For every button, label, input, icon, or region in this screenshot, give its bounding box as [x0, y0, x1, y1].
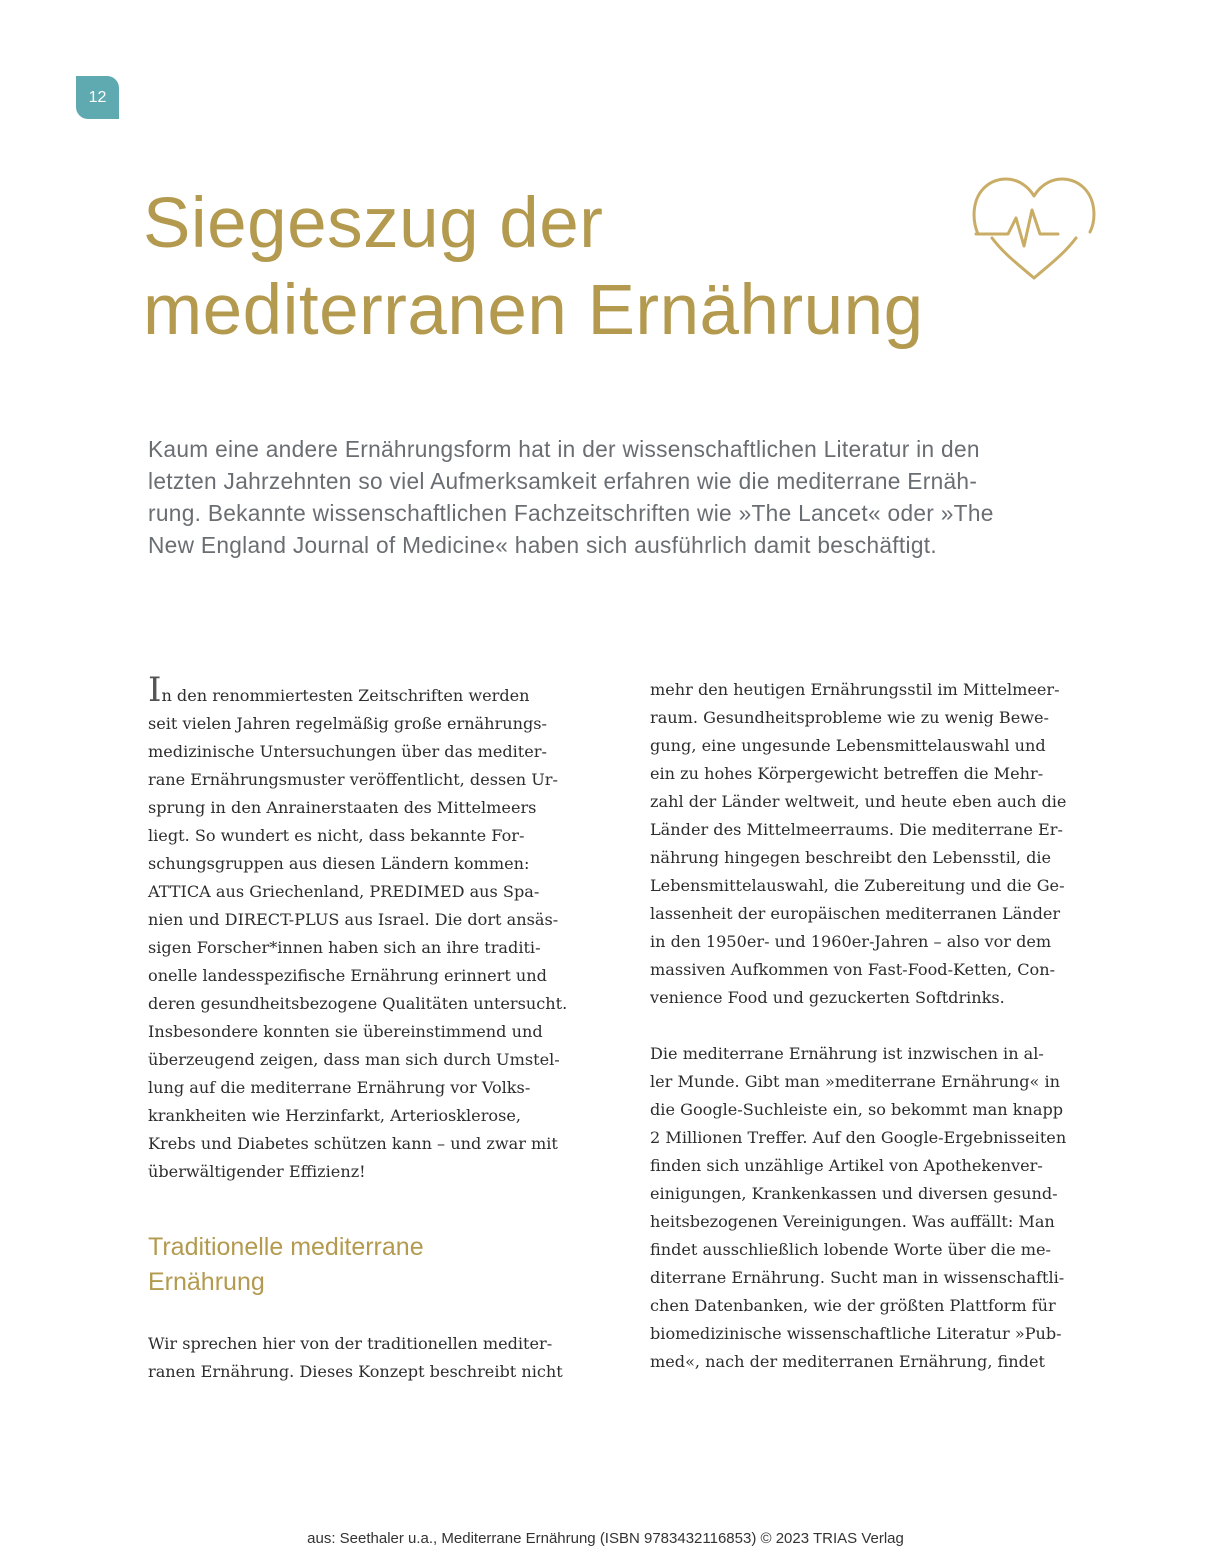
text-line: einigungen, Krankenkassen und diversen gesund-: [650, 1184, 1058, 1203]
text-line: in den 1950er- und 1960er-Jahren – also vor dem: [650, 932, 1052, 951]
text-line: Krebs und Diabetes schützen kann – und zwar mit: [148, 1134, 558, 1153]
text-line: lassenheit der europäischen mediterranen Länder: [650, 904, 1061, 923]
text-line: zahl der Länder weltweit, und heute eben auch die: [650, 792, 1067, 811]
text-line: ler Munde. Gibt man »mediterrane Ernährung« in: [650, 1072, 1060, 1091]
text-line: Wir sprechen hier von der traditionellen mediter-: [148, 1334, 553, 1353]
text-line: medizinische Untersuchungen über das mediter-: [148, 742, 547, 761]
subheading-line: Traditionelle mediterrane: [148, 1233, 424, 1261]
text-line: nien und DIRECT-PLUS aus Israel. Die dort ansäs-: [148, 910, 559, 929]
text-line: med«, nach der mediterranen Ernährung, findet: [650, 1352, 1045, 1371]
copyright-footer: aus: Seethaler u.a., Mediterrane Ernährung (ISBN 9783432116853) © 2023 TRIAS Verlag: [307, 1530, 904, 1547]
text-line: n den renommiertesten Zeitschriften werden: [161, 686, 530, 705]
text-line: 2 Millionen Treffer. Auf den Google-Ergebnisseiten: [650, 1128, 1067, 1147]
text-line: sigen Forscher*innen haben sich an ihre traditi-: [148, 938, 541, 957]
text-line: Länder des Mittelmeerraums. Die mediterrane Er-: [650, 820, 1063, 839]
subheading-line: Ernährung: [148, 1268, 265, 1296]
text-line: diterrane Ernährung. Sucht man in wissenschaftli-: [650, 1268, 1065, 1287]
text-line: nährung hingegen beschreibt den Lebensstil, die: [650, 848, 1052, 867]
text-line: massiven Aufkommen von Fast-Food-Ketten, Con-: [650, 960, 1056, 979]
text-line: mehr den heutigen Ernährungsstil im Mittelmeer-: [650, 680, 1060, 699]
text-line: raum. Gesundheitsprobleme wie zu wenig Bewe-: [650, 708, 1049, 727]
lead-line: Kaum eine andere Ernährungsform hat in der wissenschaftlichen Literatur in den: [148, 436, 980, 462]
text-line: schungsgruppen aus diesen Ländern kommen:: [148, 854, 530, 873]
right-column: [650, 676, 1110, 1376]
text-line: ein zu hohes Körpergewicht betreffen die Mehr-: [650, 764, 1044, 783]
text-line: überzeugend zeigen, dass man sich durch Umstel-: [148, 1050, 560, 1069]
left-column: [148, 670, 608, 1386]
text-line: liegt. So wundert es nicht, dass bekannte For-: [148, 826, 525, 845]
intro-paragraph: [148, 670, 608, 1186]
text-line: rane Ernährungsmuster veröffentlicht, dessen Ur-: [148, 770, 558, 789]
text-line: krankheiten wie Herzinfarkt, Arteriosklerose,: [148, 1106, 521, 1125]
text-line: ranen Ernährung. Dieses Konzept beschreibt nicht: [148, 1362, 563, 1381]
continuation-paragraph: [650, 676, 1110, 1012]
heart-pulse-icon: [968, 170, 1100, 286]
text-line: gung, eine ungesunde Lebensmittelauswahl und: [650, 736, 1046, 755]
google-paragraph: [650, 1040, 1110, 1376]
text-line: überwältigender Effizienz!: [148, 1162, 366, 1181]
text-line: finden sich unzählige Artikel von Apothekenver-: [650, 1156, 1043, 1175]
text-line: ATTICA aus Griechenland, PREDIMED aus Spa-: [148, 882, 540, 901]
section-paragraph: [148, 1330, 608, 1386]
text-line: findet ausschließlich lobende Worte über die me-: [650, 1240, 1051, 1259]
lead-line: New England Journal of Medicine« haben sich ausführlich damit beschäftigt.: [148, 532, 937, 558]
text-line: deren gesundheitsbezogene Qualitäten untersucht.: [148, 994, 568, 1013]
text-line: seit vielen Jahren regelmäßig große ernährungs-: [148, 714, 547, 733]
text-line: die Google-Suchleiste ein, so bekommt man knapp: [650, 1100, 1064, 1119]
page-title: [143, 180, 983, 354]
drop-cap: I: [148, 670, 162, 710]
text-line: Lebensmittelauswahl, die Zubereitung und die Ge-: [650, 876, 1065, 895]
text-line: chen Datenbanken, wie der größten Plattform für: [650, 1296, 1056, 1315]
lead-line: rung. Bekannte wissenschaftlichen Fachzeitschriften wie »The Lancet« oder »The: [148, 500, 994, 526]
title-line: Siegeszug der: [143, 184, 604, 263]
text-line: heitsbezogenen Vereinigungen. Was auffällt: Man: [650, 1212, 1055, 1231]
text-line: biomedizinische wissenschaftliche Literatur »Pub-: [650, 1324, 1062, 1343]
text-line: lung auf die mediterrane Ernährung vor Volks-: [148, 1078, 531, 1097]
text-line: venience Food und gezuckerten Softdrinks.: [650, 988, 1005, 1007]
lead-line: letzten Jahrzehnten so viel Aufmerksamkeit erfahren wie die mediterrane Ernäh-: [148, 468, 978, 494]
lead-paragraph: [148, 433, 1078, 561]
page-number-badge: 12: [76, 76, 119, 119]
text-line: Insbesondere konnten sie übereinstimmend und: [148, 1022, 543, 1041]
section-subheading: [148, 1230, 608, 1300]
text-line: sprung in den Anrainerstaaten des Mittelmeers: [148, 798, 537, 817]
text-line: Die mediterrane Ernährung ist inzwischen in al-: [650, 1044, 1044, 1063]
text-line: onelle landesspezifische Ernährung erinnert und: [148, 966, 547, 985]
title-line: mediterranen Ernährung: [143, 271, 924, 350]
